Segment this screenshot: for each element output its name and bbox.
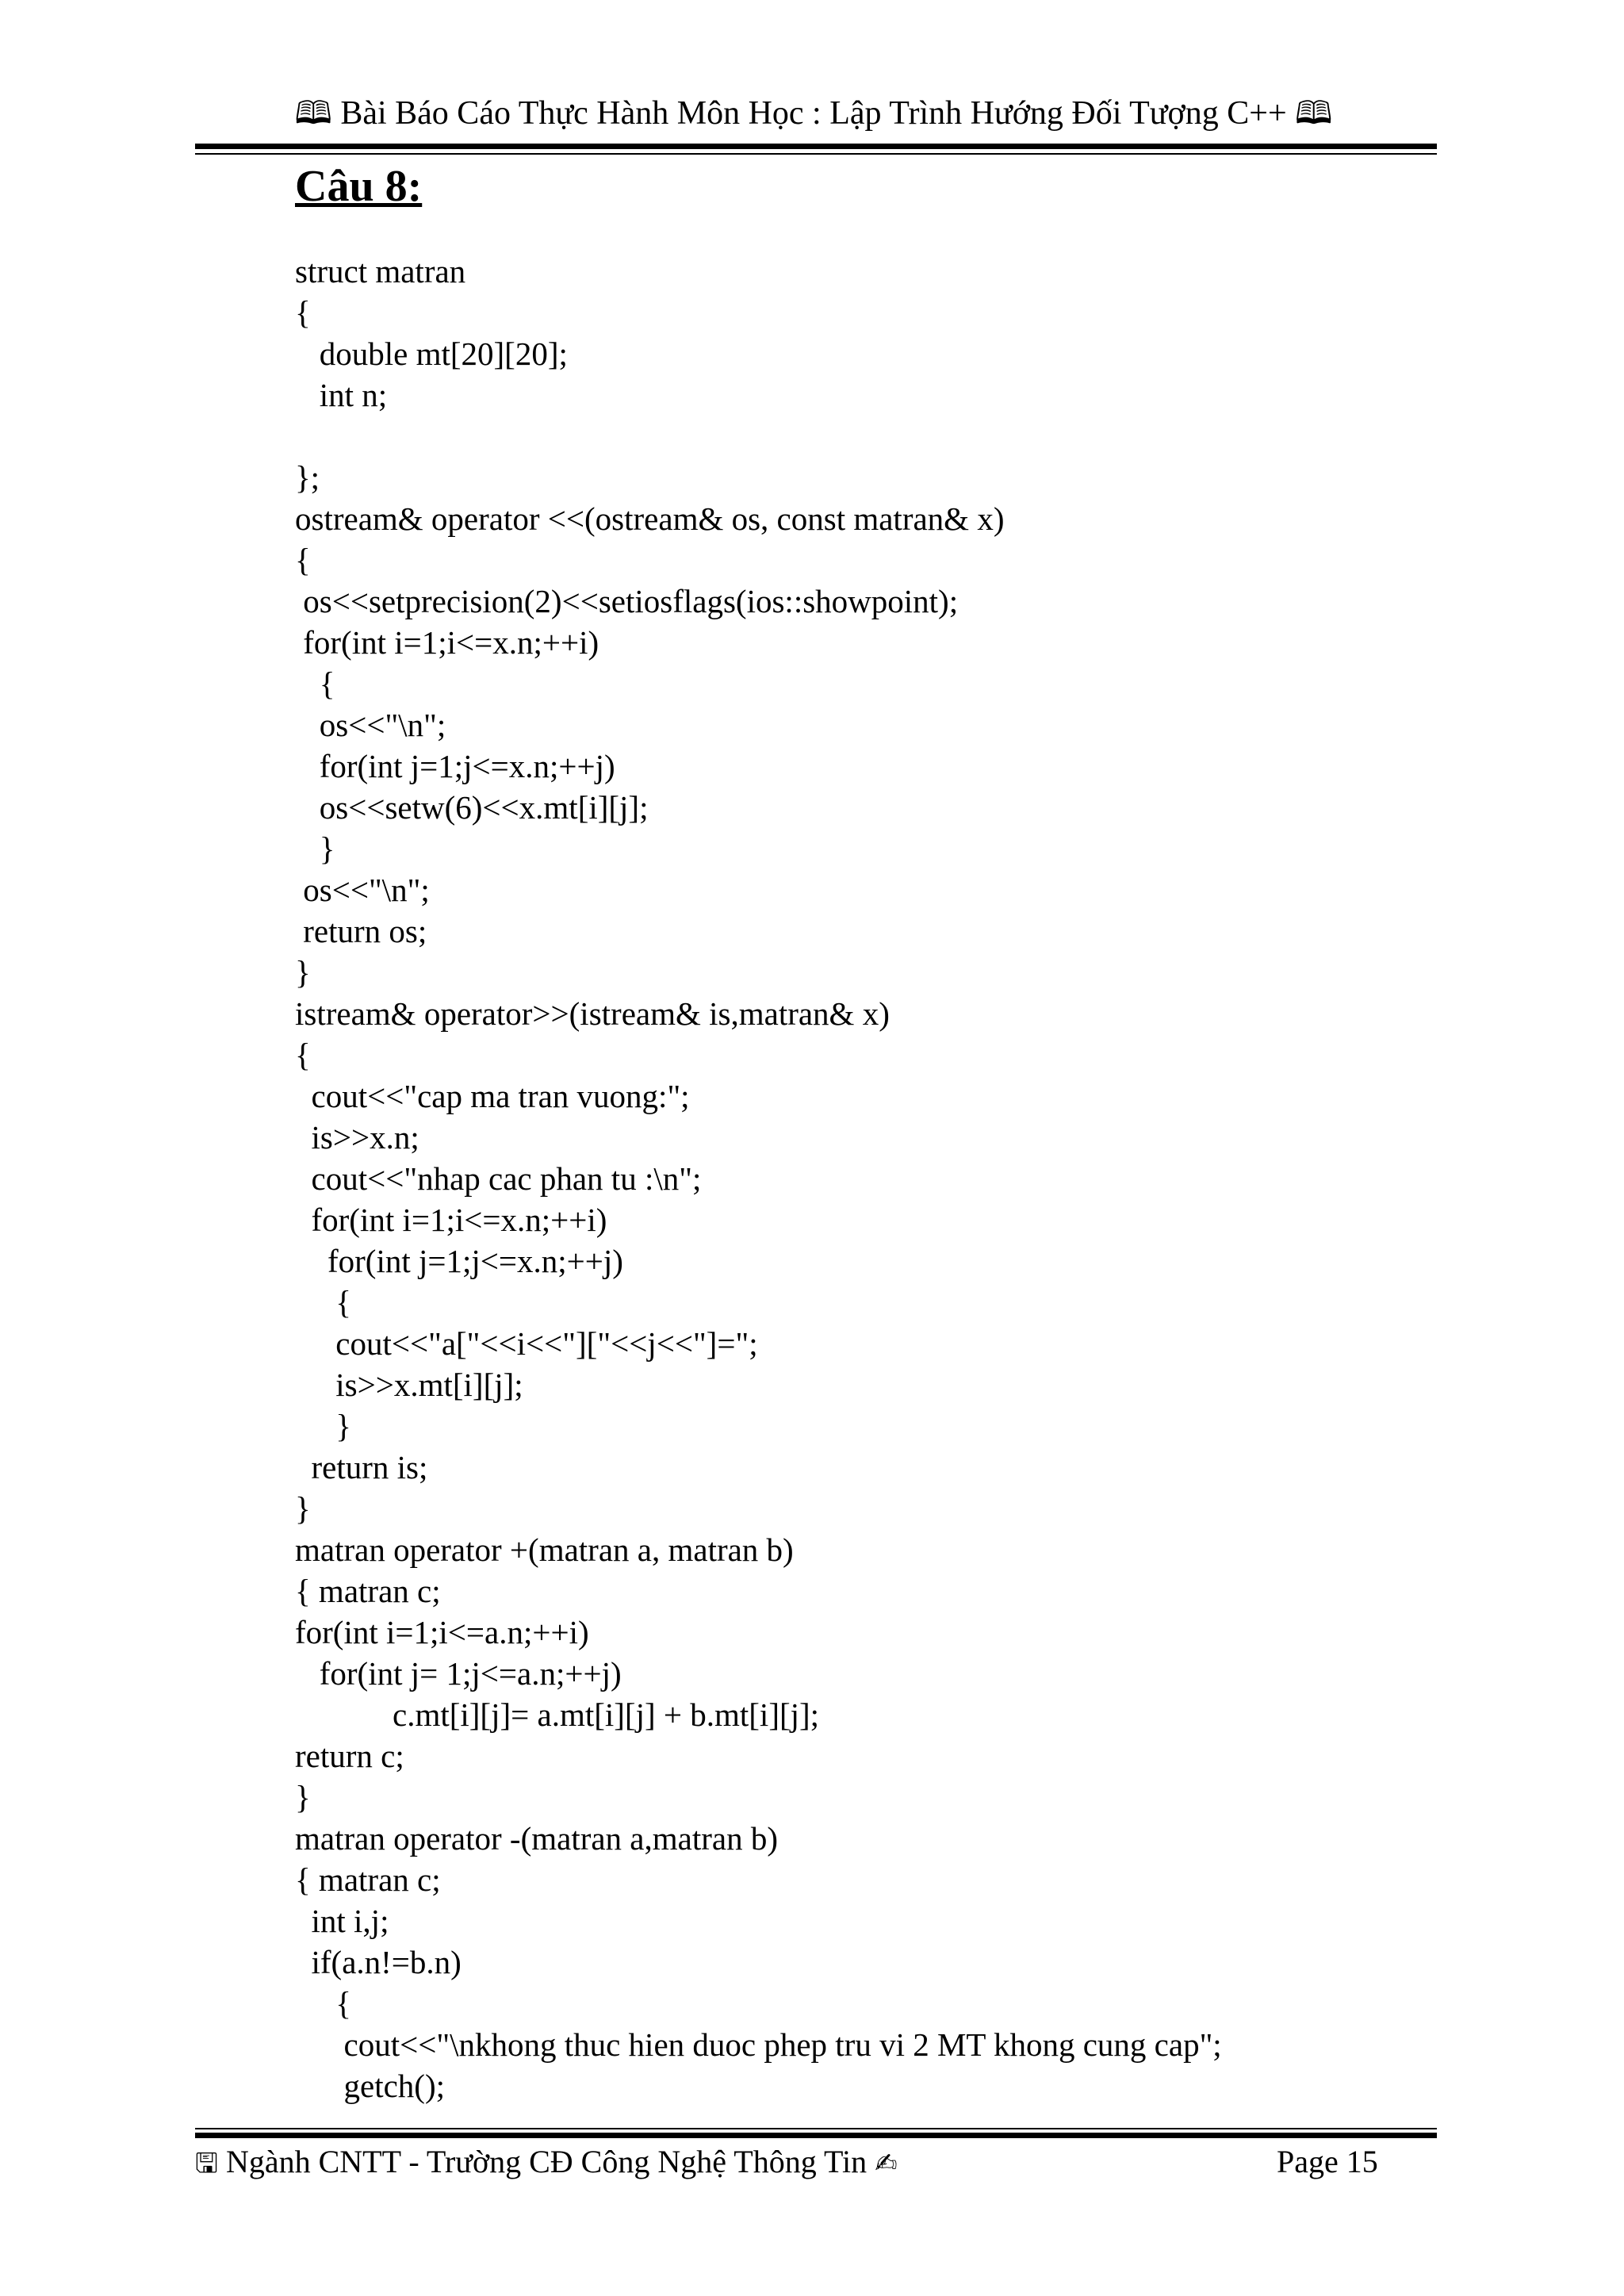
- code-line: }: [295, 830, 335, 867]
- code-line: for(int j=1;j<=x.n;++j): [295, 1243, 623, 1279]
- code-line: return c;: [295, 1738, 404, 1774]
- code-line: { matran c;: [295, 1861, 441, 1898]
- code-line: cout<<"nhap cac phan tu :\n";: [295, 1160, 702, 1197]
- code-line: matran operator +(matran a, matran b): [295, 1531, 794, 1568]
- code-line: getch();: [295, 2068, 445, 2104]
- code-line: {: [295, 294, 311, 331]
- code-line: is>>x.n;: [295, 1119, 419, 1156]
- page-header: [195, 94, 1432, 133]
- book-icon: 🕮: [1295, 95, 1333, 132]
- page-footer: [195, 2142, 898, 2183]
- footer-rule-thin: [195, 2128, 1437, 2129]
- code-line: os<<"\n";: [295, 707, 446, 743]
- floppy-disk-icon: 🖫: [195, 2148, 218, 2179]
- header-text: Bài Báo Cáo Thực Hành Môn Học : Lập Trình Hướng Đối Tượng C++: [340, 95, 1287, 132]
- code-line: };: [295, 459, 320, 496]
- code-line: os<<"\n";: [295, 872, 430, 908]
- code-line: if(a.n!=b.n): [295, 1944, 462, 1980]
- code-line: istream& operator>>(istream& is,matran& x): [295, 995, 890, 1032]
- code-line: }: [295, 1490, 311, 1527]
- code-line: is>>x.mt[i][j];: [295, 1366, 523, 1403]
- code-line: for(int i=1;i<=x.n;++i): [295, 624, 599, 661]
- code-line: c.mt[i][j]= a.mt[i][j] + b.mt[i][j];: [295, 1696, 820, 1733]
- code-line: double mt[20][20];: [295, 335, 568, 372]
- book-icon: 🕮: [294, 95, 332, 132]
- code-line: }: [295, 1408, 351, 1444]
- code-line: [295, 416, 1222, 457]
- code-line: }: [295, 1779, 311, 1815]
- code-line: return os;: [295, 913, 427, 949]
- pen-nib-icon: ✍: [875, 2148, 898, 2179]
- code-line: return is;: [295, 1449, 428, 1485]
- code-line: {: [295, 1037, 311, 1073]
- code-line: cout<<"a["<<i<<"]["<<j<<"]=";: [295, 1325, 758, 1362]
- footer-rule-thick: [195, 2133, 1437, 2138]
- code-line: {: [295, 1985, 351, 2022]
- code-line: for(int i=1;i<=x.n;++i): [295, 1202, 607, 1238]
- code-line: struct matran: [295, 253, 466, 289]
- code-line: for(int j= 1;j<=a.n;++j): [295, 1655, 622, 1692]
- header-rule-thick: [195, 144, 1437, 149]
- code-line: {: [295, 665, 335, 702]
- code-line: matran operator -(matran a,matran b): [295, 1820, 778, 1857]
- code-line: int n;: [295, 377, 388, 413]
- footer-text: Ngành CNTT - Trường CĐ Công Nghệ Thông Tin: [225, 2144, 868, 2179]
- code-line: {: [295, 542, 311, 578]
- header-rule-thin: [195, 153, 1437, 155]
- code-line: for(int i=1;i<=a.n;++i): [295, 1614, 589, 1650]
- page-number: Page 15: [1277, 2144, 1378, 2179]
- code-line: int i,j;: [295, 1903, 389, 1939]
- code-line: ostream& operator <<(ostream& os, const matran& x): [295, 500, 1005, 537]
- code-line: { matran c;: [295, 1573, 441, 1609]
- code-line: os<<setw(6)<<x.mt[i][j];: [295, 789, 649, 826]
- code-block: [295, 251, 1222, 2106]
- code-line: for(int j=1;j<=x.n;++j): [295, 748, 615, 784]
- code-line: {: [295, 1284, 351, 1320]
- code-line: }: [295, 954, 311, 991]
- code-line: os<<setprecision(2)<<setiosflags(ios::showpoint);: [295, 583, 959, 619]
- code-line: cout<<"cap ma tran vuong:";: [295, 1078, 690, 1114]
- section-title: Câu 8:: [295, 162, 423, 211]
- code-line: cout<<"\nkhong thuc hien duoc phep tru vi 2 MT khong cung cap";: [295, 2026, 1222, 2063]
